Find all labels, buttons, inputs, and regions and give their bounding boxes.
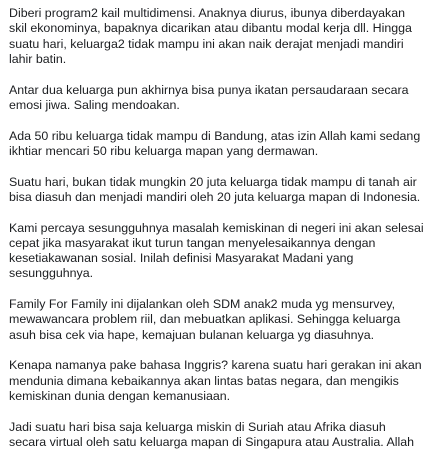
post-paragraph-6 xyxy=(9,297,401,343)
text-line: skil ekonominya, bapaknya dicarikan atau dibantu modal kerja dll. Hingga xyxy=(9,21,412,36)
text-line: emosi jiwa. Saling mendoakan. xyxy=(9,97,180,112)
text-line: Kenapa namanya pake bahasa Inggris? karena suatu hari gerakan ini akan xyxy=(9,358,422,373)
text-line: lahir batin. xyxy=(9,51,67,66)
text-line: mewawancara problem riil, dan mebuatkan aplikasi. Sehingga keluarga xyxy=(9,312,401,327)
text-line: Ada 50 ribu keluarga tidak mampu di Bandung, atas izin Allah kami sedang xyxy=(9,128,421,143)
text-line: Suatu hari, bukan tidak mungkin 20 juta keluarga tidak mampu di tanah air xyxy=(9,174,417,189)
text-line: suatu hari, keluarga2 tidak mampu ini akan naik derajat menjadi mandiri xyxy=(9,36,404,51)
text-line: secara virtual oleh satu keluarga mapan di Singapura atau Australia. Allah xyxy=(9,434,415,449)
text-line: ikhtiar mencari 50 ribu keluarga mapan yang dermawan. xyxy=(9,143,319,158)
post-paragraph-2 xyxy=(9,82,409,114)
text-line: cepat jika masyarakat ikut turun tangan menyelesaikannya dengan xyxy=(9,235,376,250)
text-line: kesetiakawanan sosial. Inilah definisi Masyarakat Madani yang xyxy=(9,251,354,266)
text-line: bisa diasuh dan menjadi mandiri oleh 20 juta keluarga mapan di Indonesia. xyxy=(9,189,421,204)
post-paragraph-7 xyxy=(9,358,422,404)
text-line: Jadi suatu hari bisa saja keluarga miskin di Suriah atau Afrika diasuh xyxy=(9,419,386,434)
post-paragraph-5 xyxy=(9,220,424,282)
post-paragraph-4 xyxy=(9,174,421,206)
text-line: Diberi program2 kail multidimensi. Anaknya diurus, ibunya diberdayakan xyxy=(9,6,406,20)
text-line: kemiskinan dunia dengan kemanusiaan. xyxy=(9,388,231,403)
text-line: Family For Family ini dijalankan oleh SDM anak2 muda yg mensurvey, xyxy=(9,297,396,312)
text-line: Antar dua keluarga pun akhirnya bisa punya ikatan persaudaraan secara xyxy=(9,82,409,97)
post-paragraph-3 xyxy=(9,128,421,160)
text-line: sesungguhnya. xyxy=(9,266,94,281)
text-line: Kami percaya sesungguhnya masalah kemiskinan di negeri ini akan selesai xyxy=(9,220,424,235)
post-paragraph-1 xyxy=(9,6,412,67)
post-paragraph-8 xyxy=(9,419,415,450)
text-line: mendunia dimana kebaikannya akan lintas batas negara, dan mengikis xyxy=(9,373,399,388)
text-line: asuh bisa cek via hape, kemajuan bulanan keluarga yg diasuhnya. xyxy=(9,327,375,342)
